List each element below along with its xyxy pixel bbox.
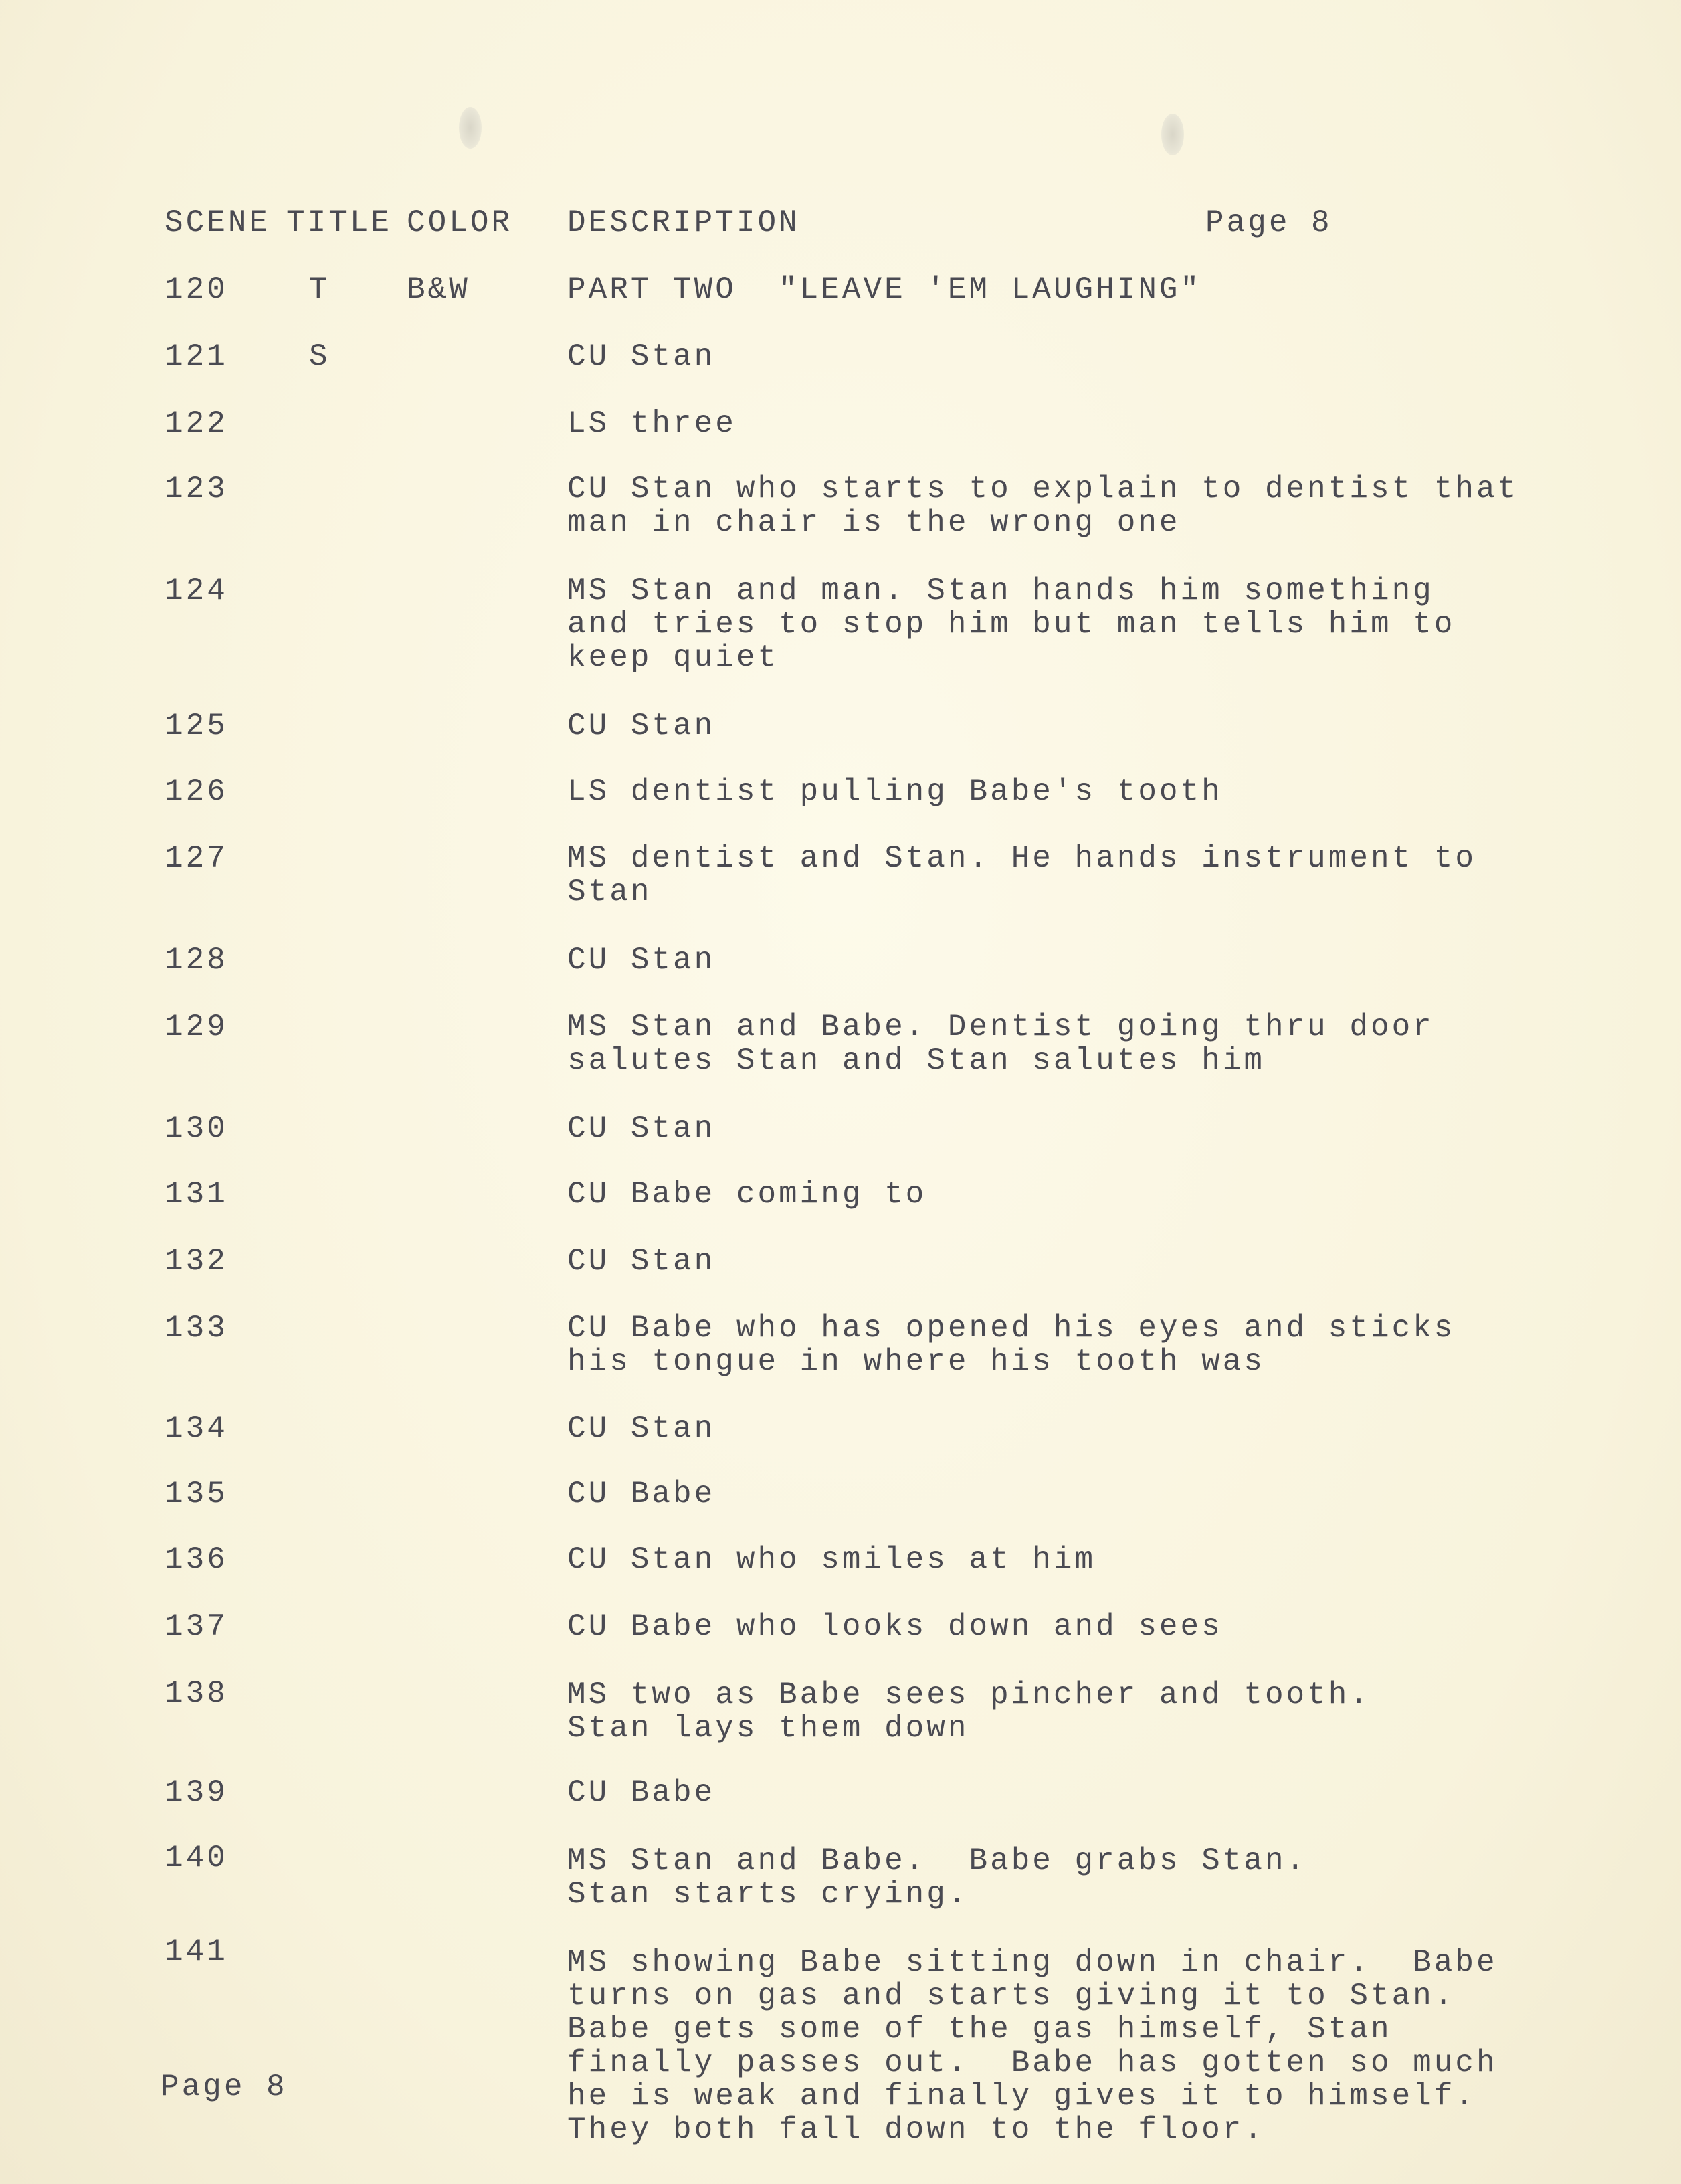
scene-number: 136 <box>165 1542 228 1577</box>
scene-description: MS showing Babe sitting down in chair. Babe turns on gas and starts giving it to Stan. Babe gets some of the gas himself, Stan finally passes out. Babe has gotten so much he is weak and finally gives it to himself. They both fall down to the floor. <box>567 1945 1498 2147</box>
scene-description: CU Stan <box>567 339 716 374</box>
scene-number: 140 <box>165 1841 228 1876</box>
scene-number: 137 <box>165 1609 228 1644</box>
scene-description: MS Stan and man. Stan hands him something and tries to stop him but man tells him to keep quiet <box>567 573 1456 675</box>
scene-description: MS dentist and Stan. He hands instrument to Stan <box>567 841 1476 909</box>
scene-color: B&W <box>407 272 470 307</box>
scene-number: 138 <box>165 1676 228 1711</box>
scene-description: CU Stan <box>567 1244 716 1279</box>
scene-title-code: S <box>309 339 330 374</box>
scene-number: 127 <box>165 841 228 876</box>
scene-description: CU Babe coming to <box>567 1177 927 1212</box>
scene-description: CU Stan <box>567 943 716 978</box>
scene-description: CU Stan who starts to explain to dentist that man in chair is the wrong one <box>567 472 1519 540</box>
header-color: COLOR <box>407 205 513 240</box>
scene-number: 120 <box>165 272 228 307</box>
scene-number: 126 <box>165 774 228 809</box>
scene-number: 129 <box>165 1010 228 1044</box>
scene-description: LS dentist pulling Babe's tooth <box>567 774 1223 809</box>
scene-title-code: T <box>309 272 330 307</box>
scene-number: 122 <box>165 406 228 441</box>
punch-hole-right <box>1161 114 1184 155</box>
scene-description: MS two as Babe sees pincher and tooth. Stan lays them down <box>567 1677 1371 1746</box>
header-scene: SCENE <box>165 205 271 240</box>
scene-number: 128 <box>165 943 228 978</box>
scene-description: MS Stan and Babe. Dentist going thru door salutes Stan and Stan salutes him <box>567 1010 1434 1078</box>
scene-number: 139 <box>165 1775 228 1810</box>
scene-number: 125 <box>165 709 228 743</box>
scene-description: CU Babe who looks down and sees <box>567 1609 1223 1644</box>
scene-description: CU Stan <box>567 709 716 743</box>
scene-description: CU Babe <box>567 1477 716 1512</box>
header-page-number: Page 8 <box>1205 205 1332 240</box>
scene-number: 131 <box>165 1177 228 1212</box>
scene-description: CU Stan who smiles at him <box>567 1542 1096 1577</box>
scene-description: MS Stan and Babe. Babe grabs Stan. Stan starts crying. <box>567 1843 1308 1912</box>
header-title: TITLE <box>286 205 393 240</box>
scene-number: 121 <box>165 339 228 374</box>
scene-number: 124 <box>165 573 228 608</box>
scene-number: 135 <box>165 1477 228 1512</box>
scene-description: PART TWO "LEAVE 'EM LAUGHING" <box>567 272 1202 307</box>
scene-description: CU Stan <box>567 1411 716 1446</box>
footer-page-number: Page 8 <box>161 2070 288 2104</box>
scene-number: 133 <box>165 1311 228 1346</box>
scene-number: 132 <box>165 1244 228 1279</box>
scene-number: 141 <box>165 1934 228 1969</box>
header-description: DESCRIPTION <box>567 205 800 240</box>
punch-hole-left <box>459 107 482 149</box>
scene-description: LS three <box>567 406 736 441</box>
scene-number: 130 <box>165 1111 228 1146</box>
scene-description: CU Babe <box>567 1775 716 1810</box>
scene-number: 134 <box>165 1411 228 1446</box>
scene-number: 123 <box>165 472 228 507</box>
scene-description: CU Stan <box>567 1111 716 1146</box>
scene-description: CU Babe who has opened his eyes and sticks his tongue in where his tooth was <box>567 1311 1456 1379</box>
